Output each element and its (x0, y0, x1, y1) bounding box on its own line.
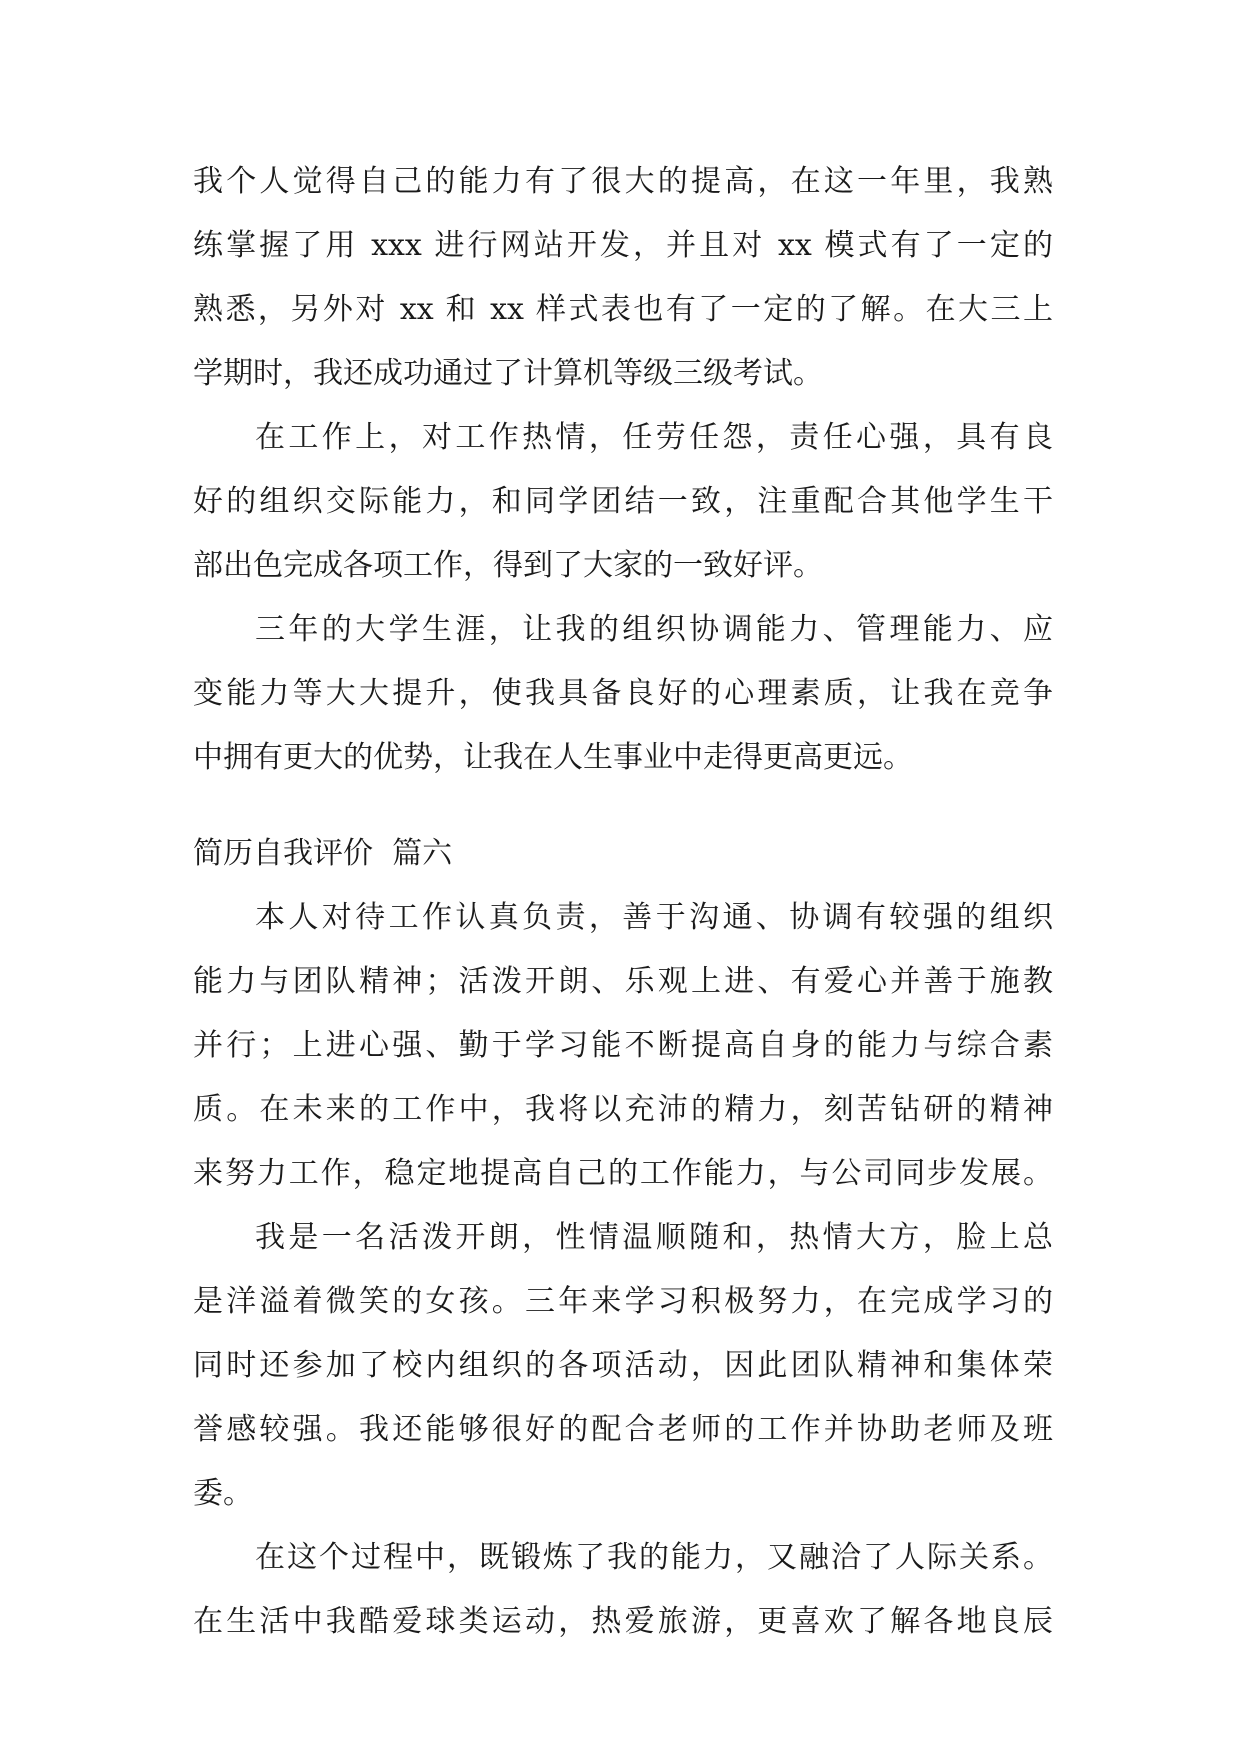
section-paragraph-2-line-4: 誉感较强。我还能够很好的配合老师的工作并协助老师及班 (193, 1412, 1053, 1447)
section-heading: 简历自我评价 篇六 (193, 836, 453, 871)
section-paragraph-2-line-1: 我是一名活泼开朗，性情温顺随和，热情大方，脸上总 (255, 1220, 1053, 1255)
paragraph-1-line-3: 熟悉，另外对 xx 和 xx 样式表也有了一定的了解。在大三上 (193, 292, 1053, 327)
section-paragraph-2-line-2: 是洋溢着微笑的女孩。三年来学习积极努力，在完成学习的 (193, 1284, 1053, 1319)
paragraph-1-line-1: 我个人觉得自己的能力有了很大的提高，在这一年里，我熟 (193, 164, 1053, 199)
section-paragraph-3-line-1: 在这个过程中，既锻炼了我的能力，又融洽了人际关系。 (255, 1540, 1053, 1575)
paragraph-3-line-1: 三年的大学生涯，让我的组织协调能力、管理能力、应 (255, 612, 1053, 647)
paragraph-1-line-2: 练掌握了用 xxx 进行网站开发，并且对 xx 模式有了一定的 (193, 228, 1053, 263)
paragraph-2-line-3: 部出色完成各项工作，得到了大家的一致好评。 (193, 548, 823, 583)
paragraph-3-line-3: 中拥有更大的优势，让我在人生事业中走得更高更远。 (193, 740, 913, 775)
paragraph-2-line-1: 在工作上，对工作热情，任劳任怨，责任心强，具有良 (255, 420, 1053, 455)
section-paragraph-1-line-1: 本人对待工作认真负责，善于沟通、协调有较强的组织 (255, 900, 1053, 935)
section-paragraph-1-line-4: 质。在未来的工作中，我将以充沛的精力，刻苦钻研的精神 (193, 1092, 1053, 1127)
paragraph-3-line-2: 变能力等大大提升，使我具备良好的心理素质，让我在竞争 (193, 676, 1053, 711)
section-paragraph-1-line-5: 来努力工作，稳定地提高自己的工作能力，与公司同步发展。 (193, 1156, 1053, 1191)
section-paragraph-2-line-3: 同时还参加了校内组织的各项活动，因此团队精神和集体荣 (193, 1348, 1053, 1383)
section-paragraph-1-line-3: 并行；上进心强、勤于学习能不断提高自身的能力与综合素 (193, 1028, 1053, 1063)
paragraph-2-line-2: 好的组织交际能力，和同学团结一致，注重配合其他学生干 (193, 484, 1053, 519)
paragraph-1-line-4: 学期时，我还成功通过了计算机等级三级考试。 (193, 356, 823, 391)
section-paragraph-3-line-2: 在生活中我酷爱球类运动，热爱旅游，更喜欢了解各地良辰 (193, 1604, 1053, 1639)
section-paragraph-2-line-5: 委。 (193, 1476, 253, 1511)
section-paragraph-1-line-2: 能力与团队精神；活泼开朗、乐观上进、有爱心并善于施教 (193, 964, 1053, 999)
